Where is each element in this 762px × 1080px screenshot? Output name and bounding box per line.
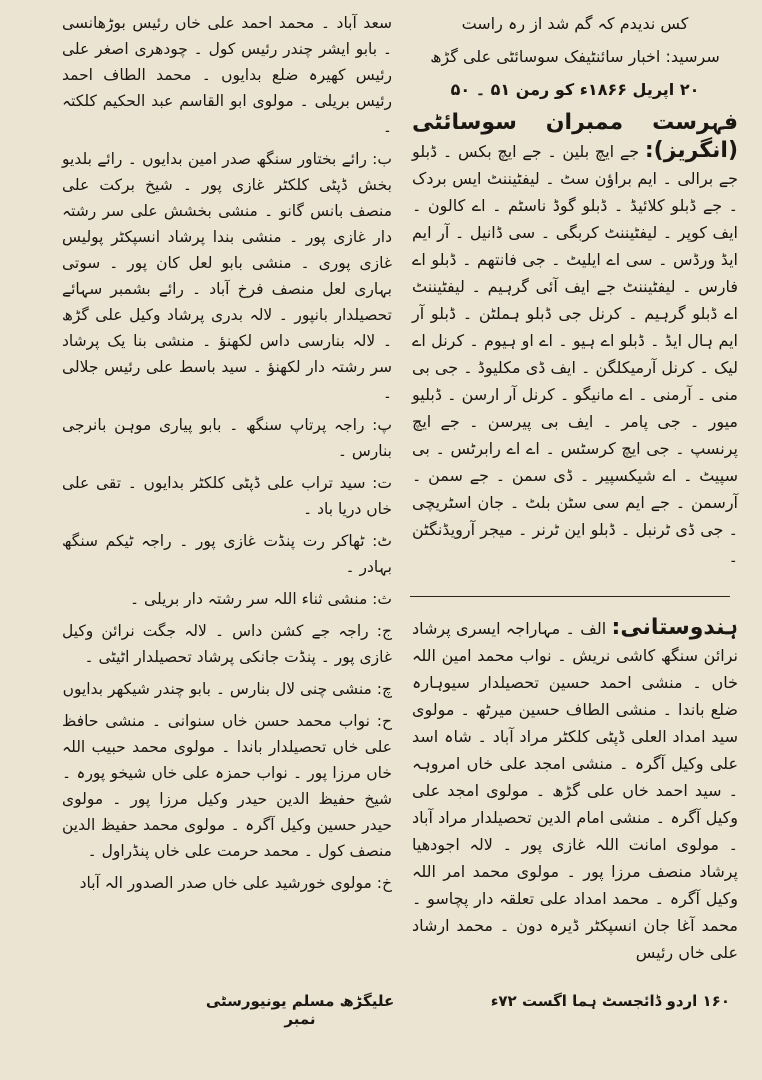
- paragraph-j: ج: راجہ جے کشن داس ۔ لالہ جگت نرائن وکیل غازی پور ۔ پنڈت جانکی پرشاد تحصیلدار اٹیٹی ۔: [62, 622, 392, 666]
- date-line: ۲۰ اپریل ۱۸۶۶ء کو رمن ۵۱ ۔ ۵۰: [450, 80, 700, 99]
- paragraph-tt: ٹ: ٹھاکر رت پنڈت غازی پور ۔ راجہ ٹیکم سنگھ بہادر ۔: [62, 532, 392, 576]
- right-column: [412, 10, 738, 972]
- section-heading-english: فہرست ممبران سوسائٹی (انگریز):: [412, 110, 738, 163]
- paragraph-kh: خ: مولوی خورشید علی خاں صدر الصدور الہ آباد: [79, 874, 392, 892]
- page-footer: ۱۶۰ اردو ڈائجسٹ ہما اگست ۷۲ء: [490, 992, 730, 1010]
- paragraph-h: ح: نواب محمد حسن خاں سنوانی ۔ منشی حافظ علی خاں تحصیلدار باندا ۔ مولوی محمد حبیب اللہ خاں مرزا پور ۔ نواب حمزہ علی خاں شیخو پورہ ۔ شیخ حفیظ الدین حیدر وکیل مرزا پور ۔ مولوی حیدر حسین وکیل آگرہ ۔ مولوی محمد حفیظ الدین منصف کول ۔ محمد حرمت علی خاں پنڈراول ۔: [62, 712, 392, 860]
- paragraph-p: پ: راجہ پرتاپ سنگھ ۔ بابو پیاری موہن بانرجی بنارس ۔: [62, 416, 392, 460]
- indian-members-text: الف ۔ مہاراجہ ایسری پرشاد نرائن سنگھ کاشی نریش ۔ نواب محمد امین اللہ خاں ۔ منشی احمد حسین تحصیلدار سیوہارہ ضلع باندا ۔ منشی الطاف حسین میرٹھ ۔ مولوی سید امداد العلی ڈپٹی کلکٹر مراد آباد ۔ شاہ اسد علی وکیل آگرہ ۔ منشی امجد علی خاں امروہہ ۔ سید احمد خاں علی گڑھ ۔ مولوی امجد علی وکیل آگرہ ۔ منشی امام الدین تحصیلدار مراد آباد ۔ مولوی امانت اللہ غازی پور ۔ لالہ اجودھیا پرشاد منصف مرزا پور ۔ مولوی محمد امر اللہ وکیل آگرہ ۔ محمد امداد علی تعلقہ دار پچاسو ۔ محمد آغا جان انسپکٹر ڈیرہ دون ۔ محمد ارشاد علی خاں رئیس: [412, 619, 738, 962]
- paragraph-t: ت: سید تراب علی ڈپٹی کلکٹر بدایوں ۔ تقی علی خاں دریا باد ۔: [62, 474, 392, 518]
- paragraph-intro: سعد آباد ۔ محمد احمد علی خاں رئیس بوڑھانسی ۔ بابو ایشر چندر رئیس کول ۔ چودھری اصغر علی رئیس کھیرہ ضلع بدایوں ۔ محمد الطاف احمد رئیس بریلی ۔ مولوی ابو القاسم عبد الحکیم کلکتہ ۔: [62, 14, 392, 136]
- paragraph-b: ب: رائے بختاور سنگھ صدر امین بدایوں ۔ رائے بلدیو بخش ڈپٹی کلکٹر غازی پور ۔ شیخ برکت علی منصف بانس گانو ۔ منشی بخشش علی سر رشتہ دار غازی پور ۔ منشی بندا پرشاد انسپکٹر پولیس غازی پوری ۔ منشی بابو لعل کان پور ۔ سوتی بہاری لعل منصف فرخ آباد ۔ رائے بشمبر سہائے تحصیلدار بانپور ۔ لالہ بدری پرشاد وکیل علی گڑھ ۔ لالہ بنارسی داس لکھنؤ ۔ منشی بنا یک پرشاد سر رشتہ دار لکھنؤ ۔ سید باسط علی رئیس جلالی ۔: [62, 150, 392, 402]
- paragraph-s: ث: منشی ثناء اللہ سر رشتہ دار بریلی ۔: [130, 590, 392, 608]
- issue-title: علیگڑھ مسلم یونیورسٹی نمبر: [205, 992, 395, 1028]
- verse-line: کس ندیدم کہ گم شد از رہ راست: [461, 14, 689, 33]
- verse-source: سرسید: اخبار سائنٹیفک سوسائٹی علی گڑھ: [430, 47, 720, 66]
- english-members-text: جے ایچ بلین ۔ جے ایچ بکس ۔ ڈبلو جے برالی ۔ ایم براؤن سٹ ۔ لیفٹیننٹ ایس بردک ۔ جے ڈبلو کلائیڈ ۔ ڈبلو گوڈ ناسٹم ۔ اے کالون ۔ ایف کوپر ۔ لیفٹیننٹ کربگی ۔ سی ڈانیل ۔ آر ایم ایڈ ورڈس ۔ سی اے ایلیٹ ۔ جی فانتھم ۔ ڈبلو اے فارس ۔ لیفٹیننٹ جے ایف آئی گرہیم ۔ لیفٹیننٹ اے ڈبلو گرہیم ۔ کرنل جی ڈبلو ہملٹن ۔ ڈبلو آر ایم ہال ایڈ ۔ ڈبلو اے ہیو ۔ اے او ہیوم ۔ کرنل اے لیک ۔ کرنل آرمیکلگن ۔ ایف ڈی مکلیوڈ ۔ جی بی منی ۔ آرمنی ۔ اے مانیگو ۔ کرنل آر ارسن ۔ ڈبلیو میور ۔ جی پامر ۔ ایف بی پیرسن ۔ جے ایچ پرنسپ ۔ جی ایچ کرسٹس ۔ اے اے رابرٹس ۔ بی سپیٹ ۔ اے شیکسپیر ۔ ڈی سمن ۔ جے سمن ۔ آرسمن ۔ جے ایم سی سٹن بلٹ ۔ جان اسٹریچی ۔ جی ڈی ٹرنبل ۔ ڈبلو این ٹرنر ۔ میجر آرویڈنگٹن ۔: [412, 142, 738, 566]
- left-column: [62, 10, 392, 902]
- members-list-indian: [412, 614, 738, 966]
- paragraph-ch: چ: منشی چنی لال بنارس ۔ بابو چندر شیکھر بدایوں: [62, 680, 392, 698]
- section-divider: [410, 596, 730, 597]
- section-heading-indian: ہندوستانی:: [611, 615, 738, 640]
- members-list-english: [412, 109, 738, 570]
